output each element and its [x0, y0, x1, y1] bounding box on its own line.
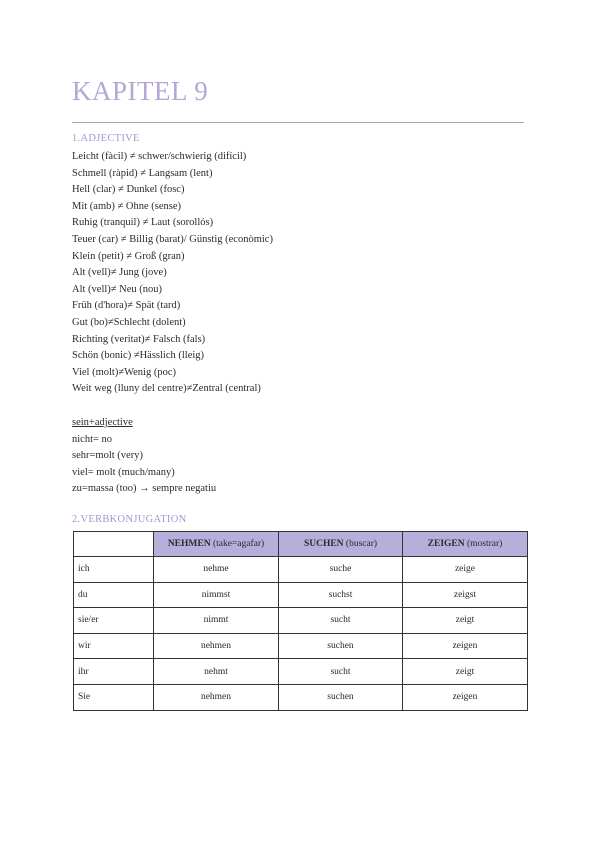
adjective-pair: Teuer (car) ≠ Billig (barat)/ Günstig (econòmic) — [72, 233, 273, 245]
verb-form-cell: zeigt — [403, 659, 528, 685]
table-row — [74, 608, 528, 634]
verb-form-cell: nehmen — [154, 633, 279, 659]
column-header-suchen — [279, 532, 403, 557]
verb-form-cell: nimmst — [154, 582, 279, 608]
verb-form-cell: nehmt — [154, 659, 279, 685]
column-verb: NEHMEN — [167, 539, 211, 549]
sein-line: sehr=molt (very) — [72, 450, 143, 462]
verb-form-cell: suchen — [279, 633, 403, 659]
adjective-pair: Richting (veritat)≠ Falsch (fals) — [72, 333, 206, 345]
page-title: KAPITEL 9 — [72, 76, 209, 106]
adjective-pair: Viel (molt)≠Wenig (poc) — [72, 366, 177, 378]
sein-line: viel= molt (much/many) — [72, 466, 175, 478]
pronoun-cell: ihr — [74, 659, 154, 685]
verb-form-cell: zeigen — [403, 684, 528, 710]
adjective-pair: Schmell (ràpid) ≠ Langsam (lent) — [72, 167, 213, 179]
verb-form-cell: zeigen — [403, 633, 528, 659]
verb-form-cell: sucht — [279, 659, 403, 685]
column-header-zeigen — [403, 532, 528, 557]
section-heading-adjective: 1.ADJECTIVE — [72, 133, 140, 144]
sein-line: nicht= no — [72, 433, 113, 445]
column-verb: SUCHEN — [303, 539, 344, 549]
adjective-pair: Früh (d'hora)≠ Spät (tard) — [72, 300, 181, 312]
verb-form-cell: zeigst — [403, 582, 528, 608]
adjective-pair: Klein (petit) ≠ Groß (gran) — [72, 250, 185, 262]
table-row — [74, 659, 528, 685]
adjective-pair: Alt (vell)≠ Neu (nou) — [72, 283, 163, 295]
adjective-pair: Hell (clar) ≠ Dunkel (fosc) — [72, 184, 185, 196]
adjective-pair: Weit weg (lluny del centre)≠Zentral (central) — [72, 383, 261, 395]
pronoun-cell: ich — [74, 557, 154, 583]
pronoun-cell: wir — [74, 633, 154, 659]
verb-form-cell: zeige — [403, 557, 528, 583]
table-header-row — [74, 532, 528, 557]
verb-form-cell: nimmt — [154, 608, 279, 634]
adjective-pair: Mit (amb) ≠ Ohne (sense) — [72, 200, 181, 212]
column-gloss: (buscar) — [345, 539, 378, 549]
sein-subheading: sein+adjective — [72, 417, 133, 428]
column-gloss: (mostrar) — [466, 539, 503, 549]
adjective-pair: Ruhig (tranquil) ≠ Laut (sorollós) — [72, 217, 214, 229]
adjective-pair: Leicht (fàcil) ≠ schwer/schwierig (difícil) — [72, 151, 247, 162]
verb-form-cell: zeigt — [403, 608, 528, 634]
pronoun-cell: du — [74, 582, 154, 608]
verb-form-cell: nehmen — [154, 684, 279, 710]
adjective-pair: Gut (bo)≠Schlecht (dolent) — [72, 316, 186, 328]
adjective-list — [72, 149, 273, 398]
verb-form-cell: sucht — [279, 608, 403, 634]
pronoun-cell: Sie — [74, 684, 154, 710]
adjective-pair: Schön (bonic) ≠Hässlich (lleig) — [72, 350, 205, 362]
table-row — [74, 582, 528, 608]
section-heading-verbkonjugation: 2.VERBKONJUGATION — [72, 514, 187, 525]
column-header-nehmen — [154, 532, 279, 557]
table-corner-cell — [74, 532, 154, 557]
table-row — [74, 557, 528, 583]
sein-line: zu=massa (too) → sempre negatiu — [72, 483, 217, 495]
verb-form-cell: suchen — [279, 684, 403, 710]
title-divider — [72, 122, 524, 123]
adjective-pair: Alt (vell)≠ Jung (jove) — [72, 267, 167, 279]
pronoun-cell: sie/er — [74, 608, 154, 634]
verb-form-cell: suchst — [279, 582, 403, 608]
conjugation-table — [73, 531, 528, 711]
sein-adjective-block — [72, 415, 216, 498]
verb-form-cell: nehme — [154, 557, 279, 583]
table-row — [74, 684, 528, 710]
verb-form-cell: suche — [279, 557, 403, 583]
column-verb: ZEIGEN — [427, 539, 465, 549]
column-gloss: (take=agafar) — [212, 539, 265, 549]
table-row — [74, 633, 528, 659]
